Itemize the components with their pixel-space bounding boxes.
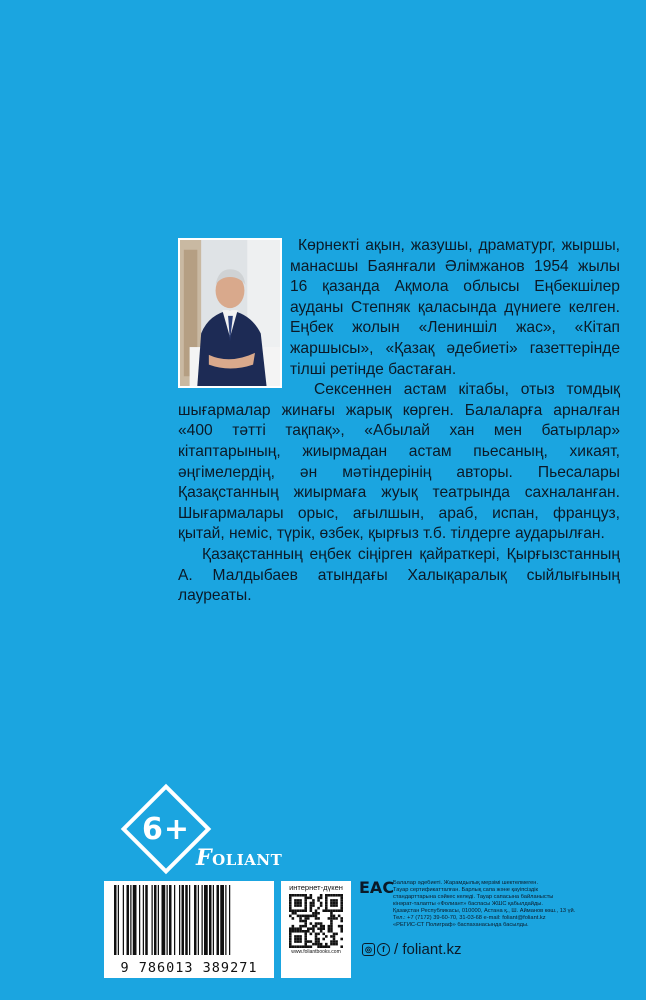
qr-module xyxy=(340,904,343,907)
qr-module xyxy=(330,925,333,928)
qr-module xyxy=(310,922,313,925)
qr-module xyxy=(294,909,297,912)
qr-module xyxy=(289,938,292,941)
qr-module xyxy=(310,902,313,905)
qr-module xyxy=(320,930,323,933)
qr-module xyxy=(304,909,307,912)
qr-module xyxy=(304,907,307,910)
qr-module xyxy=(289,894,292,897)
qr-module xyxy=(317,945,320,948)
qr-module xyxy=(312,899,315,902)
qr-module xyxy=(333,938,336,941)
qr-module xyxy=(340,899,343,902)
social-handle[interactable]: / foliant.kz xyxy=(394,941,462,958)
barcode-bar xyxy=(189,885,190,955)
barcode-bar xyxy=(158,885,159,955)
barcode-bar xyxy=(174,885,175,955)
barcode-bar xyxy=(152,885,153,955)
qr-module xyxy=(330,894,333,897)
qr-module xyxy=(310,909,313,912)
qr-module xyxy=(289,943,292,946)
publisher-logo-initial: F xyxy=(196,845,213,871)
qr-module xyxy=(304,935,307,938)
qr-module xyxy=(304,904,307,907)
qr-module xyxy=(330,922,333,925)
qr-module xyxy=(328,925,331,928)
qr-module xyxy=(307,927,310,930)
barcode-bar xyxy=(127,885,130,955)
qr-module xyxy=(294,930,297,933)
barcode-bar xyxy=(133,885,137,955)
qr-module xyxy=(292,945,295,948)
qr-module xyxy=(310,927,313,930)
qr-module xyxy=(338,915,341,918)
qr-module xyxy=(315,938,318,941)
qr-module xyxy=(340,927,343,930)
qr-module xyxy=(310,907,313,910)
qr-module xyxy=(330,935,333,938)
qr-module xyxy=(335,894,338,897)
qr-module xyxy=(315,925,318,928)
qr-module xyxy=(297,938,300,941)
qr-module xyxy=(330,902,333,905)
instagram-icon[interactable]: ◎ xyxy=(362,943,375,956)
qr-module xyxy=(328,917,331,920)
bio-paragraph-3: Қазақстанның еңбек сіңірген қайраткері, Қырғызстанның А. Малдыбаев атындағы Халықаралық сыйлығының лауреаты. xyxy=(178,545,620,605)
qr-module xyxy=(325,945,328,948)
qr-module xyxy=(294,904,297,907)
qr-module xyxy=(299,920,302,923)
qr-module xyxy=(304,925,307,928)
qr-module xyxy=(315,933,318,936)
qr-module xyxy=(310,894,313,897)
qr-module xyxy=(317,917,320,920)
legal-line: Тел.: +7 (7172) 39-60-70, 31-03-68 e-mail: foliant@foliant.kz xyxy=(393,915,546,921)
qr-module xyxy=(289,935,292,938)
qr-module xyxy=(307,915,310,918)
qr-module xyxy=(320,904,323,907)
qr-module xyxy=(330,920,333,923)
qr-module xyxy=(317,912,320,915)
qr-module xyxy=(315,940,318,943)
qr-module xyxy=(299,927,302,930)
qr-module xyxy=(330,899,333,902)
qr-module xyxy=(328,894,331,897)
qr-module xyxy=(317,922,320,925)
barcode-bar xyxy=(123,885,124,955)
qr-module xyxy=(320,902,323,905)
qr-module xyxy=(304,897,307,900)
social-links[interactable] xyxy=(362,941,462,958)
qr-module xyxy=(330,917,333,920)
qr-module xyxy=(315,922,318,925)
qr-module xyxy=(340,909,343,912)
publisher-logo xyxy=(196,845,282,871)
qr-module xyxy=(304,894,307,897)
qr-module xyxy=(325,894,328,897)
qr-module xyxy=(333,894,336,897)
qr-module xyxy=(299,904,302,907)
qr-module xyxy=(297,930,300,933)
qr-module xyxy=(333,935,336,938)
legal-line: «РЕГИС-СТ Полиграф» баспаханасында басылды. xyxy=(393,922,529,928)
qr-module xyxy=(302,945,305,948)
qr-module xyxy=(310,904,313,907)
qr-module xyxy=(335,909,338,912)
qr-module xyxy=(289,933,292,936)
qr-module xyxy=(289,904,292,907)
qr-url[interactable]: www.foliantbooks.com xyxy=(291,949,341,955)
qr-module xyxy=(299,899,302,902)
qr-module xyxy=(289,945,292,948)
barcode-bar xyxy=(185,885,188,955)
qr-module xyxy=(312,943,315,946)
qr-module xyxy=(315,912,318,915)
qr-module xyxy=(299,938,302,941)
qr-module xyxy=(330,915,333,918)
qr-module xyxy=(317,940,320,943)
qr-module xyxy=(297,935,300,938)
legal-line: Балалар әдебиеті. Жарамдылық мерзімі шектелмеген. xyxy=(393,880,539,886)
qr-module xyxy=(312,930,315,933)
qr-module xyxy=(325,907,328,910)
qr-module xyxy=(304,933,307,936)
legal-line: стандарттарына сәйкес келеді. Тауар сапасына байланысты xyxy=(393,894,554,900)
qr-module xyxy=(335,933,338,936)
qr-module xyxy=(315,909,318,912)
qr-module xyxy=(322,909,325,912)
qr-module xyxy=(325,902,328,905)
qr-module xyxy=(289,899,292,902)
qr-module xyxy=(297,915,300,918)
author-bio xyxy=(178,236,620,607)
qr-module xyxy=(310,915,313,918)
qr-module xyxy=(330,909,333,912)
legal-line: Тауар сертификатталған. Барлық сапа және қауіпсіздік xyxy=(393,887,538,893)
barcode-bar xyxy=(114,885,117,955)
qr-module xyxy=(340,902,343,905)
qr-module xyxy=(294,940,297,943)
qr-module xyxy=(294,938,297,941)
qr-module xyxy=(322,945,325,948)
qr-module xyxy=(322,927,325,930)
qr-module xyxy=(307,917,310,920)
barcode-digits: 9 786013 389271 xyxy=(120,960,258,976)
qr-module xyxy=(297,904,300,907)
qr-module xyxy=(312,912,315,915)
barcode-bar xyxy=(162,885,166,955)
qr-module xyxy=(294,912,297,915)
qr-module xyxy=(328,945,331,948)
qr-module xyxy=(299,925,302,928)
qr-module xyxy=(320,897,323,900)
qr-module xyxy=(333,933,336,936)
qr-module xyxy=(325,899,328,902)
barcode-bar xyxy=(220,885,224,955)
qr-module xyxy=(340,917,343,920)
qr-module xyxy=(317,897,320,900)
qr-module xyxy=(292,917,295,920)
qr-module xyxy=(304,943,307,946)
qr-module xyxy=(307,897,310,900)
legal-info xyxy=(393,880,618,929)
qr-module xyxy=(302,915,305,918)
qr-module xyxy=(335,902,338,905)
qr-module xyxy=(328,909,331,912)
qr-module xyxy=(302,930,305,933)
qr-module xyxy=(304,930,307,933)
qr-module xyxy=(340,897,343,900)
qr-module xyxy=(333,909,336,912)
barcode-bar xyxy=(139,885,140,955)
qr-module xyxy=(304,917,307,920)
legal-line: кінәрат-талапты «Фолиант» баспасы ЖШС қабылдайды. xyxy=(393,901,543,907)
qr-module xyxy=(325,897,328,900)
qr-module xyxy=(297,945,300,948)
barcode-bar xyxy=(154,885,157,955)
qr-module xyxy=(338,909,341,912)
qr-module xyxy=(310,897,313,900)
barcode-bar xyxy=(217,885,220,955)
qr-module xyxy=(304,940,307,943)
qr-module xyxy=(340,907,343,910)
qr-module xyxy=(317,899,320,902)
qr-module xyxy=(325,904,328,907)
qr-module xyxy=(302,909,305,912)
qr-module xyxy=(312,904,315,907)
qr-module xyxy=(310,933,313,936)
qr-module xyxy=(292,912,295,915)
qr-module xyxy=(330,904,333,907)
barcode-bar xyxy=(167,885,168,955)
qr-module xyxy=(304,945,307,948)
qr-module xyxy=(317,907,320,910)
qr-module xyxy=(330,943,333,946)
barcode-bar xyxy=(225,885,226,955)
qr-module xyxy=(315,915,318,918)
barcode-bar xyxy=(229,885,230,955)
qr-module xyxy=(320,894,323,897)
barcode-bar xyxy=(202,885,203,955)
qr-code-panel[interactable] xyxy=(281,881,351,978)
qr-module xyxy=(294,899,297,902)
qr-module xyxy=(299,930,302,933)
qr-module xyxy=(333,917,336,920)
qr-module xyxy=(325,909,328,912)
qr-module xyxy=(292,925,295,928)
barcode-bar xyxy=(198,885,199,955)
qr-module xyxy=(317,938,320,941)
qr-module xyxy=(322,938,325,941)
qr-module xyxy=(289,897,292,900)
qr-module xyxy=(299,902,302,905)
qr-module xyxy=(320,927,323,930)
qr-module xyxy=(338,925,341,928)
qr-module xyxy=(304,902,307,905)
qr-module xyxy=(292,909,295,912)
qr-module xyxy=(330,927,333,930)
qr-module xyxy=(302,925,305,928)
qr-module xyxy=(340,945,343,948)
qr-module xyxy=(289,902,292,905)
barcode-bar xyxy=(169,885,172,955)
barcode-bar xyxy=(182,885,185,955)
qr-module xyxy=(335,940,338,943)
qr-module xyxy=(333,940,336,943)
qr-module xyxy=(299,909,302,912)
qr-module xyxy=(317,933,320,936)
bio-paragraph-1: Көрнекті ақын, жазушы, драматург, жыршы, манасшы Баянғали Әлімжанов 1954 жылы 16 қазанда Ақмола облысы Еңбекшілер ауданы Степняк қаласында дүниеге келген. Еңбек жолын «Лениншіл жас», «Кітап жаршысы», «Қазақ әдебиеті» газеттерінде тілші ретінде бастаған. xyxy=(290,237,620,378)
qr-module xyxy=(294,935,297,938)
barcode-bars xyxy=(112,885,266,955)
isbn-barcode xyxy=(104,881,274,978)
publisher-logo-name: OLIANT xyxy=(212,851,283,869)
qr-module xyxy=(307,940,310,943)
barcode-bar xyxy=(179,885,180,955)
qr-module xyxy=(325,935,328,938)
qr-module xyxy=(289,940,292,943)
qr-module xyxy=(304,915,307,918)
qr-module xyxy=(310,940,313,943)
qr-code-icon[interactable] xyxy=(289,894,343,948)
qr-module xyxy=(320,945,323,948)
qr-module xyxy=(297,909,300,912)
qr-module xyxy=(315,917,318,920)
qr-module xyxy=(310,945,313,948)
qr-module xyxy=(333,915,336,918)
qr-module xyxy=(328,927,331,930)
qr-title: интернет-дүкен xyxy=(289,883,343,892)
qr-module xyxy=(340,930,343,933)
qr-module xyxy=(333,904,336,907)
barcode-bar xyxy=(143,885,144,955)
qr-module xyxy=(333,902,336,905)
qr-module xyxy=(330,940,333,943)
qr-module xyxy=(294,945,297,948)
facebook-icon[interactable]: f xyxy=(377,943,390,956)
eac-certification-mark: ЕАС xyxy=(359,878,395,897)
qr-module xyxy=(320,922,323,925)
qr-module xyxy=(317,943,320,946)
qr-module xyxy=(294,927,297,930)
barcode-bar xyxy=(209,885,212,955)
barcode-bar xyxy=(118,885,119,955)
qr-module xyxy=(297,902,300,905)
barcode-bar xyxy=(213,885,214,955)
qr-module xyxy=(297,899,300,902)
qr-module xyxy=(304,922,307,925)
qr-module xyxy=(294,894,297,897)
qr-module xyxy=(304,938,307,941)
qr-module xyxy=(340,920,343,923)
age-rating-label: 6+ xyxy=(141,811,190,847)
qr-module xyxy=(299,915,302,918)
qr-module xyxy=(297,940,300,943)
qr-module xyxy=(335,917,338,920)
qr-module xyxy=(304,899,307,902)
qr-module xyxy=(292,930,295,933)
author-photo xyxy=(178,238,282,388)
qr-module xyxy=(289,915,292,918)
qr-module xyxy=(322,933,325,936)
qr-module xyxy=(315,943,318,946)
qr-module xyxy=(304,920,307,923)
qr-module xyxy=(338,894,341,897)
qr-module xyxy=(289,909,292,912)
legal-line: Қазақстан Республикасы, 010000, Астана қ., Ш. Айманов көш., 13 үй. xyxy=(393,908,576,914)
barcode-bar xyxy=(194,885,197,955)
qr-module xyxy=(315,935,318,938)
qr-module xyxy=(312,915,315,918)
qr-module xyxy=(340,925,343,928)
qr-module xyxy=(292,927,295,930)
qr-module xyxy=(294,902,297,905)
qr-module xyxy=(322,925,325,928)
qr-module xyxy=(333,943,336,946)
qr-module xyxy=(320,925,323,928)
qr-module xyxy=(333,899,336,902)
qr-module xyxy=(312,927,315,930)
qr-module xyxy=(289,930,292,933)
barcode-bar xyxy=(145,885,148,955)
qr-module xyxy=(302,920,305,923)
qr-module xyxy=(312,925,315,928)
qr-module xyxy=(302,894,305,897)
qr-module xyxy=(299,935,302,938)
qr-module xyxy=(325,943,328,946)
qr-module xyxy=(340,894,343,897)
qr-module xyxy=(317,927,320,930)
qr-module xyxy=(328,930,331,933)
qr-module xyxy=(335,943,338,946)
qr-module xyxy=(299,945,302,948)
qr-module xyxy=(340,938,343,941)
qr-module xyxy=(297,927,300,930)
qr-module xyxy=(307,945,310,948)
barcode-bar xyxy=(204,885,208,955)
qr-module xyxy=(289,907,292,910)
qr-module xyxy=(335,899,338,902)
qr-module xyxy=(312,902,315,905)
qr-module xyxy=(335,904,338,907)
qr-module xyxy=(330,930,333,933)
bio-paragraph-2: Сексеннен астам кітабы, отыз томдық шығармалар жинағы жарық көрген. Балаларға арналған «400 тәтті тақпақ», «Абылай хан мен батырлар» кітаптарының, жиырмадан астам пьесаның, хикаят, әңгімелердің, ән мәтіндерінің авторы. Пьесалары Қазақстанның жиырмаға жуық театрында сахналанған. Шығармалары орыс, ағылшын, араб, испан, француз, қытай, неміс, түрік, өзбек, қырғыз т.б. тілдерге аударылған. xyxy=(178,381,620,543)
qr-module xyxy=(320,943,323,946)
qr-module xyxy=(307,930,310,933)
qr-module xyxy=(299,917,302,920)
qr-module xyxy=(289,927,292,930)
qr-module xyxy=(299,940,302,943)
barcode-bar xyxy=(130,885,131,955)
qr-module xyxy=(297,894,300,897)
qr-module xyxy=(330,912,333,915)
qr-module xyxy=(299,894,302,897)
qr-module xyxy=(292,894,295,897)
